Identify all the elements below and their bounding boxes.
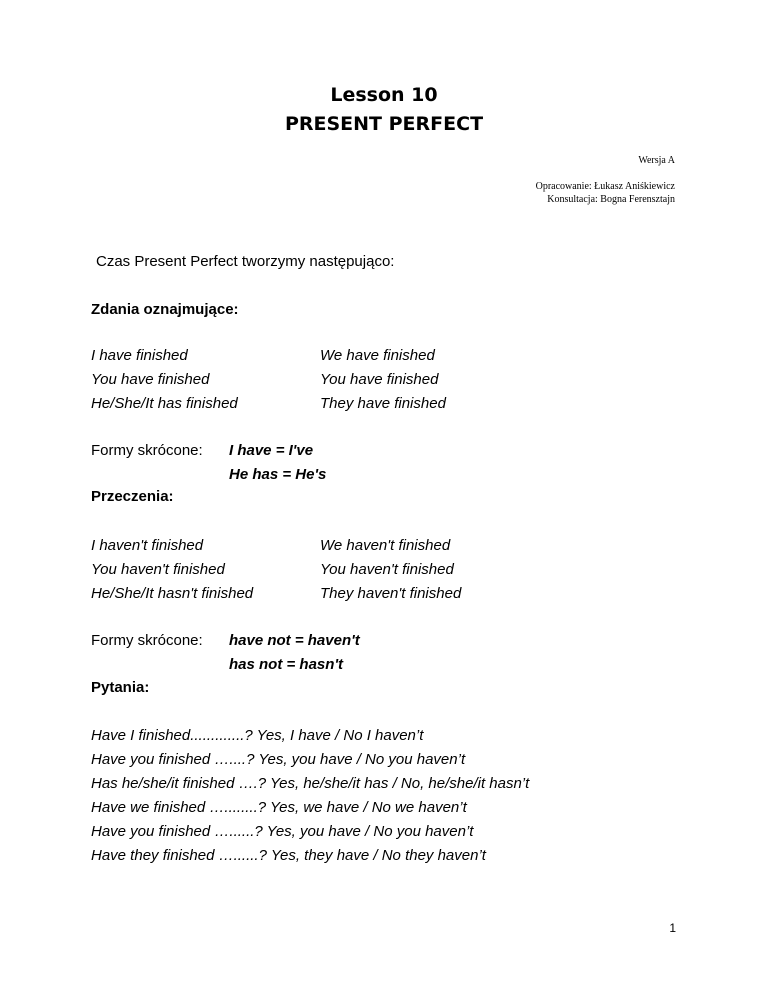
affirmative-heading: Zdania oznajmujące: (91, 301, 239, 318)
affirmative-right-1: We have finished (320, 347, 435, 364)
affirmative-right-2: You have finished (320, 371, 439, 388)
question-line-5: Have you finished …......? Yes, you have / No you haven’t (91, 823, 474, 840)
question-line-4: Have we finished …........? Yes, we have / No we haven’t (91, 799, 467, 816)
lesson-title: Lesson 10 (330, 84, 438, 106)
affirmative-short-label: Formy skrócone: (91, 442, 203, 459)
consultation-credit: Konsultacja: Bogna Ferensztajn (547, 194, 675, 205)
negative-short-label: Formy skrócone: (91, 632, 203, 649)
page-number: 1 (669, 921, 676, 935)
question-line-1: Have I finished.............? Yes, I have / No I haven’t (91, 727, 424, 744)
question-line-2: Have you finished …....? Yes, you have / No you haven’t (91, 751, 466, 768)
negative-short-form-2: has not = hasn't (229, 656, 344, 673)
negative-heading: Przeczenia: (91, 488, 174, 505)
negative-left-1: I haven't finished (91, 537, 204, 554)
version-label: Wersja A (638, 155, 675, 166)
affirmative-left-3: He/She/It has finished (91, 395, 238, 412)
author-credit: Opracowanie: Łukasz Aniśkiewicz (535, 181, 675, 192)
question-line-6: Have they finished …......? Yes, they have / No they haven’t (91, 847, 486, 864)
affirmative-left-1: I have finished (91, 347, 188, 364)
intro-text: Czas Present Perfect tworzymy następująco: (96, 253, 395, 270)
affirmative-short-form-2: He has = He's (229, 466, 327, 483)
negative-right-2: You haven't finished (320, 561, 454, 578)
negative-right-3: They haven't finished (320, 585, 462, 602)
question-line-3: Has he/she/it finished ….? Yes, he/she/it has / No, he/she/it hasn’t (91, 775, 530, 792)
topic-title: PRESENT PERFECT (284, 113, 484, 135)
negative-left-3: He/She/It hasn't finished (91, 585, 254, 602)
negative-left-2: You haven't finished (91, 561, 225, 578)
affirmative-short-form-1: I have = I've (229, 442, 314, 459)
negative-short-form-1: have not = haven't (229, 632, 360, 649)
affirmative-right-3: They have finished (320, 395, 446, 412)
questions-heading: Pytania: (91, 679, 150, 696)
affirmative-left-2: You have finished (91, 371, 210, 388)
negative-right-1: We haven't finished (320, 537, 451, 554)
